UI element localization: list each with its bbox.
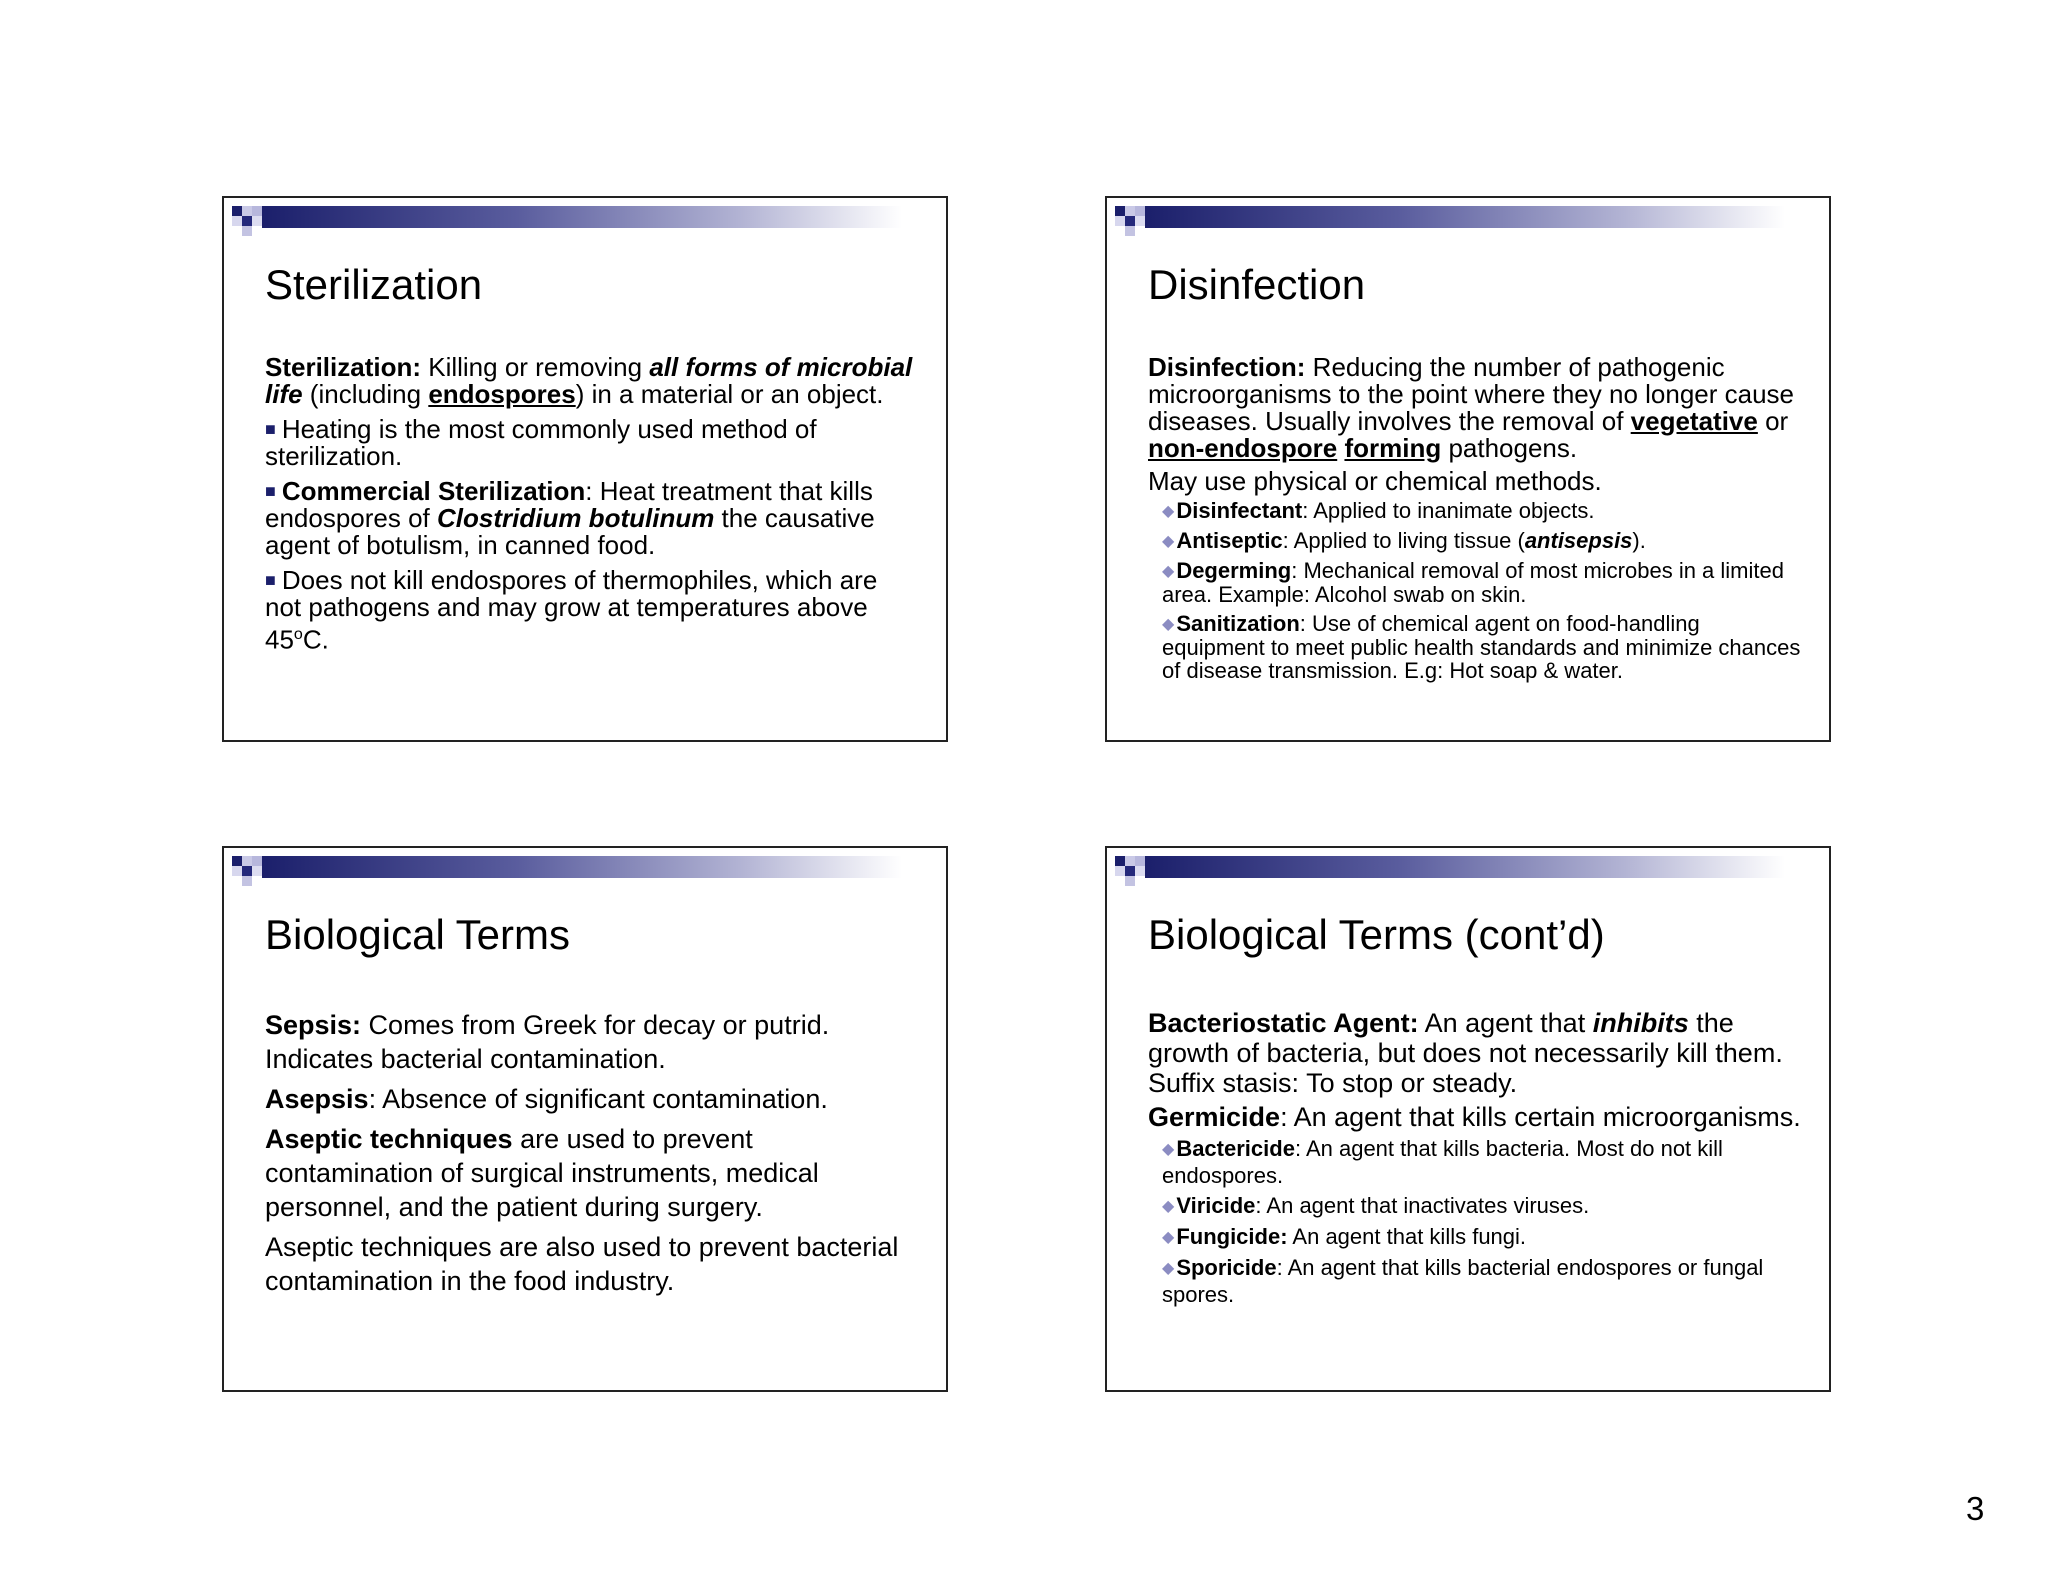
slide-biological-terms (222, 846, 948, 1392)
slide-biological-terms-contd (1105, 846, 1831, 1392)
page-number: 3 (1966, 1490, 1985, 1527)
diamond-bullet-icon: ◆ (1162, 503, 1175, 520)
slide-body (265, 354, 920, 662)
slide-header-decoration (224, 848, 946, 892)
paragraph: Sepsis: Comes from Greek for decay or putrid. Indicates bacterial contamination. (265, 1010, 830, 1074)
bullet-item: ■ Commercial Sterilization: Heat treatment that kills endospores of Clostridium botulinum the causative agent of botulism, in canned food. (265, 476, 875, 560)
diamond-bullet-icon: ◆ (1162, 1229, 1175, 1246)
paragraph: Sterilization: Killing or removing all forms of microbial life (including endospores) in a material or an object. (265, 352, 913, 409)
slide-header-decoration (1107, 848, 1829, 892)
slide-sterilization (222, 196, 948, 742)
sub-bullet-item: ◆Disinfectant: Applied to inanimate objects. (1162, 498, 1595, 523)
sub-bullet-item: ◆Fungicide: An agent that kills fungi. (1162, 1224, 1527, 1249)
sub-bullet-item: ◆Antiseptic: Applied to living tissue (antisepsis). (1162, 528, 1646, 553)
sub-bullet-item: ◆Bactericide: An agent that kills bacteria. Most do not kill endospores. (1162, 1136, 1723, 1188)
slide-title: Sterilization (265, 261, 483, 308)
paragraph: May use physical or chemical methods. (1148, 466, 1602, 496)
paragraph: Aseptic techniques are also used to prevent bacterial contamination in the food industry. (265, 1232, 899, 1296)
slide-title: Biological Terms (cont’d) (1148, 911, 1605, 958)
bullet-item: ■ Heating is the most commonly used method of sterilization. (265, 414, 817, 471)
diamond-bullet-icon: ◆ (1162, 533, 1175, 550)
slide-title: Biological Terms (265, 911, 571, 958)
slide-header-decoration (1107, 198, 1829, 242)
paragraph: Aseptic techniques are used to prevent contamination of surgical instruments, medical personnel, and the patient during surgery. (265, 1124, 819, 1222)
slide-disinfection (1105, 196, 1831, 742)
sub-bullet-item: ◆Sanitization: Use of chemical agent on food-handling equipment to meet public health standards and minimize chances of disease transmission. E.g: Hot soap & water. (1162, 611, 1801, 683)
sub-bullet-item: ◆Viricide: An agent that inactivates viruses. (1162, 1193, 1590, 1218)
paragraph: Asepsis: Absence of significant contamination. (265, 1084, 828, 1114)
slide-header-decoration (224, 198, 946, 242)
paragraph: Germicide: An agent that kills certain microorganisms. (1148, 1102, 1801, 1132)
diamond-bullet-icon: ◆ (1162, 616, 1175, 633)
slide-body (1148, 1008, 1803, 1312)
square-bullet-icon: ■ (265, 570, 276, 590)
diamond-bullet-icon: ◆ (1162, 1198, 1175, 1215)
diamond-bullet-icon: ◆ (1162, 1141, 1175, 1158)
slide-body (1148, 354, 1803, 688)
sub-bullet-item: ◆Sporicide: An agent that kills bacterial endospores or fungal spores. (1162, 1255, 1764, 1307)
paragraph: Bacteriostatic Agent: An agent that inhibits the growth of bacteria, but does not necessarily kill them. Suffix stasis: To stop or steady. (1148, 1008, 1783, 1098)
diamond-bullet-icon: ◆ (1162, 1260, 1175, 1277)
bullet-item: ■ Does not kill endospores of thermophiles, which are not pathogens and may grow at temperatures above 45$^o$C. (265, 565, 878, 655)
paragraph: Disinfection: Reducing the number of pathogenic microorganisms to the point where they no longer cause diseases. Usually involves the removal of vegetative or non-endospore forming pathogens. (1148, 352, 1795, 463)
square-bullet-icon: ■ (265, 419, 276, 439)
slide-title: Disinfection (1148, 261, 1366, 308)
square-bullet-icon: ■ (265, 481, 276, 501)
slide-body (265, 1008, 920, 1304)
diamond-bullet-icon: ◆ (1162, 563, 1175, 580)
sub-bullet-item: ◆Degerming: Mechanical removal of most microbes in a limited area. Example: Alcohol swab on skin. (1162, 558, 1784, 607)
